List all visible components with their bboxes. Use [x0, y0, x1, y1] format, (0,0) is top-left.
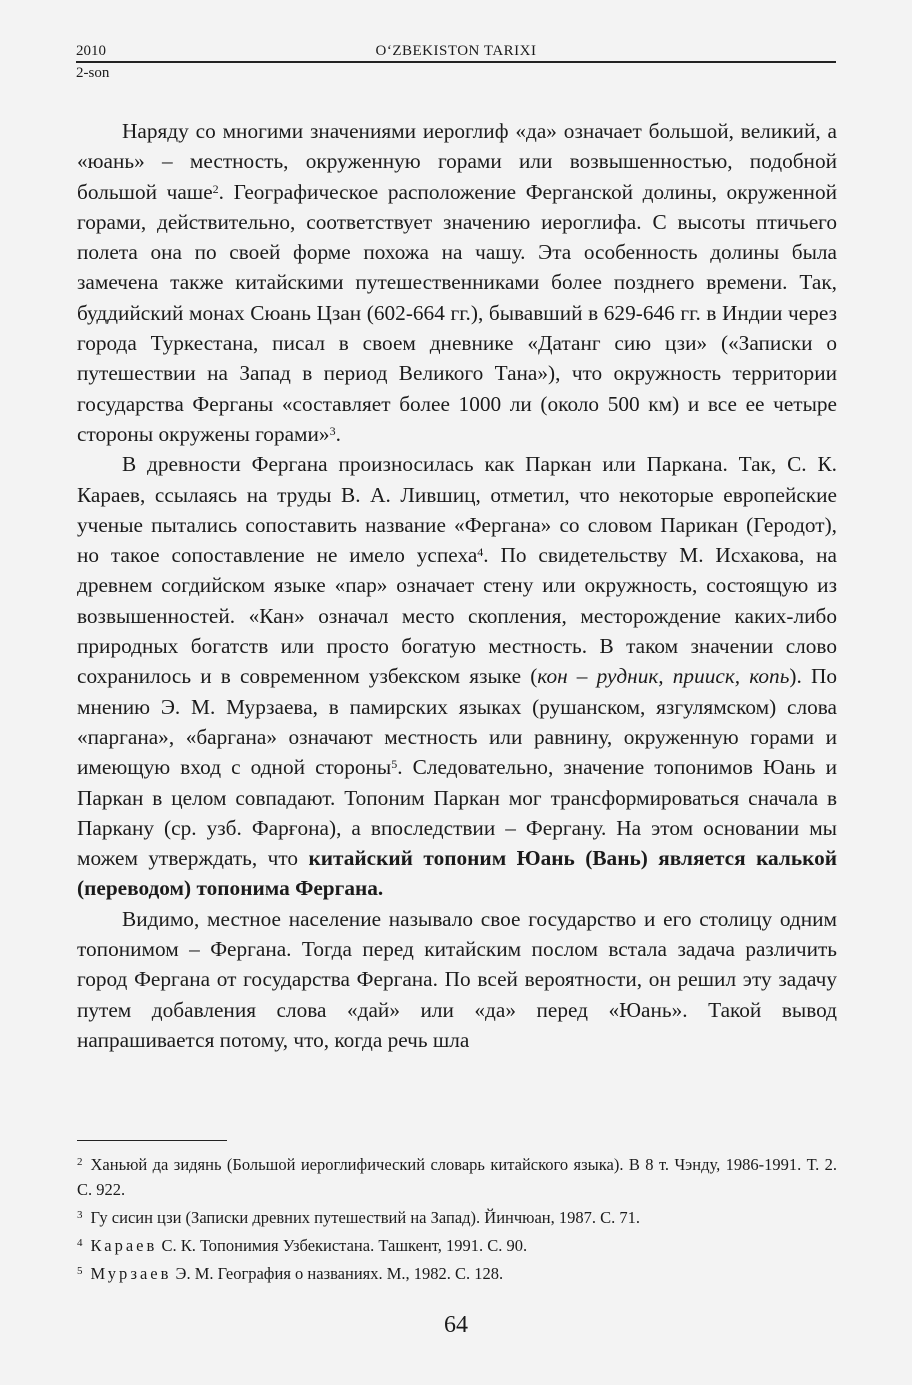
footnote-ref-2[interactable]: 2 — [212, 181, 219, 196]
header-issue: 2-son — [76, 65, 110, 81]
footnote-ref-5[interactable]: 5 — [391, 757, 398, 772]
footnote-ref-3[interactable]: 3 — [329, 423, 336, 438]
page-number: 64 — [444, 1312, 468, 1338]
footnote-number: 4 — [77, 1237, 83, 1249]
footnotes — [77, 1152, 837, 1289]
footnote-number: 5 — [77, 1265, 83, 1277]
footnote-number: 2 — [77, 1156, 83, 1168]
author-name: Мурзаев — [90, 1264, 172, 1283]
body-text — [77, 116, 837, 1055]
header-rule — [76, 61, 836, 63]
author-name: Караев — [90, 1236, 158, 1255]
paragraph-2: В древности Фергана произносилась как Паркан или Паркана. Так, С. К. Караев, ссылаясь на труды В. А. Лившиц, отметил, что некоторые европейские ученые пытались сопоставить название «Фергана» со словом Парикан (Геродот), но такое сопоставление не имело успеха$^4$. По свидетельству М. Исхакова, на древнем согдийском языке «пар» означает стену или окружность, состоящую из возвышенностей. «Кан» означал место скопления, месторождение каких-либо природных богатств или просто богатую местность. В таком значении слово сохранилось и в современном узбекском языке (кон – рудник, прииск, копь). По мнению Э. М. Мурзаева, в памирских языках (рушанском, язгулямском) слова «паргана», «баргана» означают местность или равнину, окруженную горами и имеющую вход с одной стороны$^5$. Следовательно, значение топонимов Юань и Паркан в целом совпадают. Топоним Паркан мог трансформироваться сначала в Паркану (ср. узб. Фарғона), а впоследствии – Фергану. На этом основании мы можем утверждать, что китайский топоним Юань (Вань) является калькой (переводом) топонима Фергана. — [77, 452, 838, 901]
bold-conclusion: китайский топоним Юань (Вань) является калькой (переводом) топонима Фергана. — [77, 846, 838, 901]
footnote-4: $^4$ Караев С. К. Топонимия Узбекистана. Ташкент, 1991. С. 90. — [77, 1236, 528, 1255]
footnote-3: $^3$ Гу сисин цзи (Записки древних путешествий на Запад). Йинчюан, 1987. С. 71. — [77, 1208, 641, 1227]
paragraph-3: Видимо, местное население называло свое государство и его столицу одним топонимом – Фергана. Тогда перед китайским послом встала задача различить город Фергана от государства Фергана. По всей вероятности, он решил эту задачу путем добавления слова «дай» или «да» перед «Юань». Такой вывод напрашивается потому, что, когда речь шла — [77, 906, 837, 1052]
footnote-2: $^2$ Ханьюй да зидянь (Большой иероглифический словарь китайского языка). В 8 т. Чэнду, 1986-1991. Т. 2. С. 922. — [77, 1155, 837, 1199]
footnote-rule — [77, 1140, 227, 1141]
footnote-ref-4[interactable]: 4 — [477, 545, 484, 560]
header-year: 2010 — [76, 43, 106, 59]
paragraph-1: Наряду со многими значениями иероглиф «да» означает большой, великий, а «юань» – местность, окруженную горами или возвышенностью, подобной большой чаше$^2$. Географическое расположение Ферганской долины, окруженной горами, действительно, соответствует значению иероглифа. С высоты птичьего полета она по своей форме похожа на чашу. Эта особенность долины была замечена также китайскими путешественниками более позднего времени. Так, буддийский монах Сюань Цзан (602-664 гг.), бывавший в 629-646 гг. в Индии через города Туркестана, писал в своем дневнике «Датанг сию цзи» («Записки о путешествии на Запад в период Великого Тана»), что окружность территории государства Ферганы «составляет более 1000 ли (около 500 км) и все ее четыре стороны окружены горами»$^3$. — [77, 119, 837, 446]
header-journal-title: O‘ZBEKISTON TARIXI — [375, 43, 537, 59]
footnote-5: $^5$ Мурзаев Э. М. География о названиях. М., 1982. С. 128. — [77, 1264, 504, 1283]
italic-gloss: кон – рудник, прииск, копь — [537, 664, 790, 689]
footnote-number: 3 — [77, 1209, 83, 1221]
